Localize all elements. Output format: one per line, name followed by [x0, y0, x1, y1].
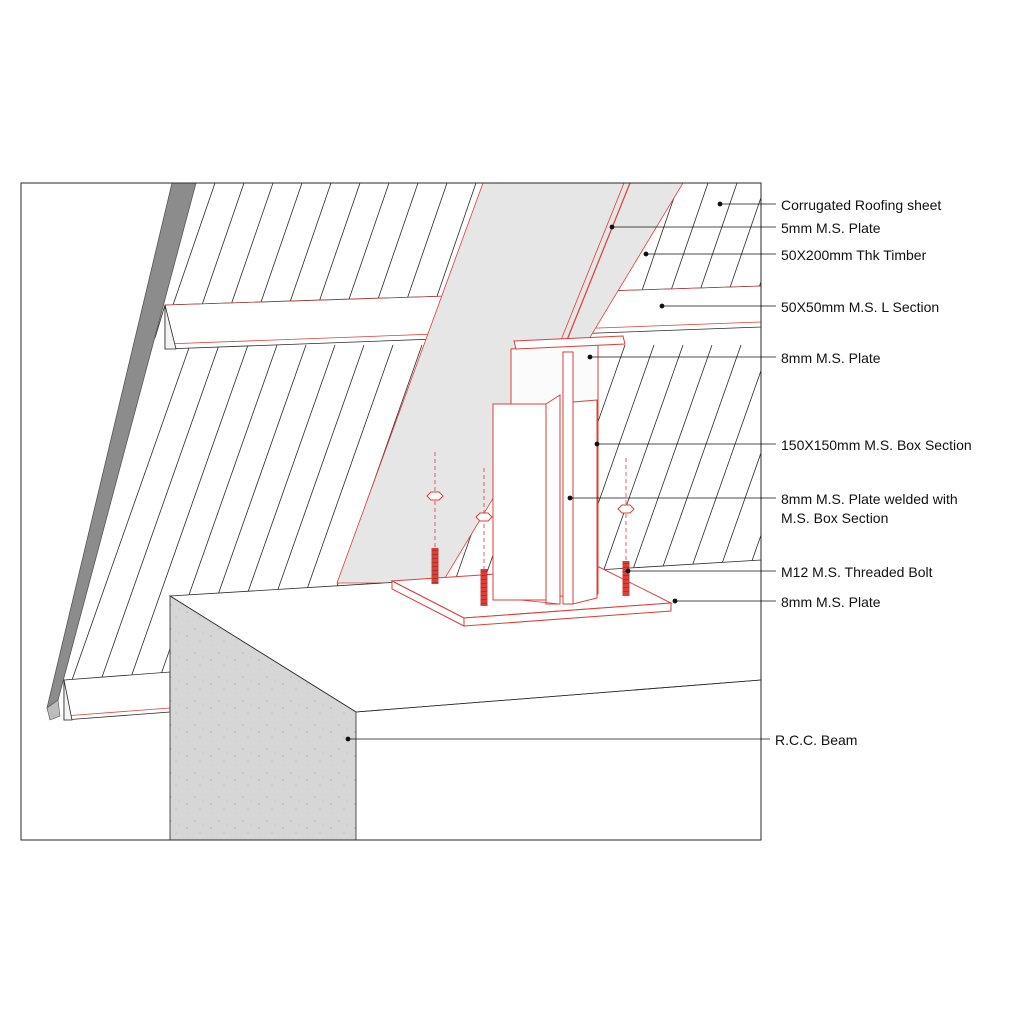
bolt-nut — [476, 513, 492, 521]
bolt-rod — [623, 561, 630, 596]
label-8mm-ms-plate-top: 8mm M.S. Plate — [781, 350, 881, 366]
label-rcc-beam: R.C.C. Beam — [775, 732, 858, 748]
label-plate-welded: 8mm M.S. Plate welded with M.S. Box Section — [781, 491, 958, 526]
label-box-section: 150X150mm M.S. Box Section — [781, 437, 972, 453]
label-threaded-bolt: M12 M.S. Threaded Bolt — [781, 564, 933, 580]
ms-l-section-lower — [64, 672, 170, 720]
label-8mm-ms-plate-base: 8mm M.S. Plate — [781, 594, 881, 610]
label-timber: 50X200mm Thk Timber — [781, 247, 927, 263]
label-corrugated-roofing-sheet: Corrugated Roofing sheet — [781, 197, 942, 213]
bolt-nut — [427, 492, 443, 500]
bolt-nut — [618, 505, 634, 513]
label-5mm-ms-plate: 5mm M.S. Plate — [781, 220, 881, 236]
label-l-section: 50X50mm M.S. L Section — [781, 299, 940, 315]
